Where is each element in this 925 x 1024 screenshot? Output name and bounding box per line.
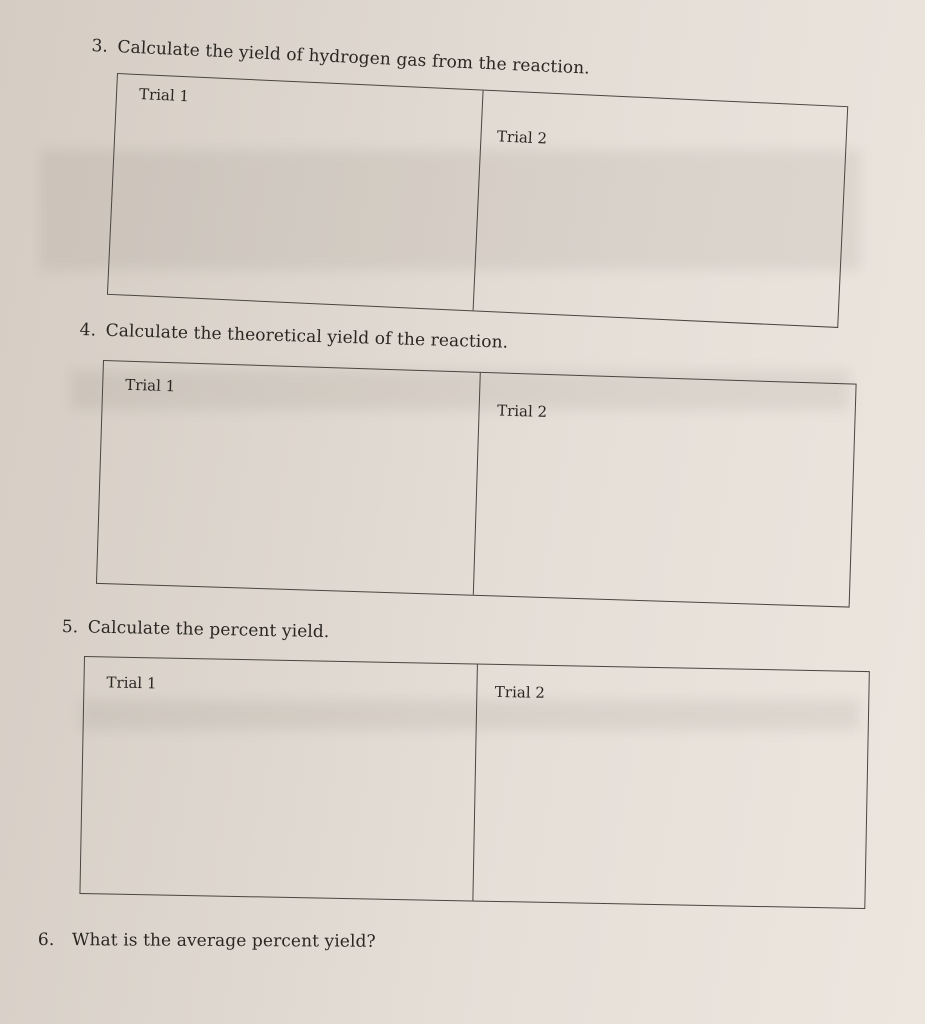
question-text: What is the average percent yield? (71, 930, 376, 952)
answer-box-q5[interactable] (79, 656, 869, 909)
question-text: Calculate the percent yield. (87, 617, 330, 643)
question-text: Calculate the yield of hydrogen gas from the reaction. (117, 37, 591, 79)
trial-2-cell[interactable] (472, 373, 855, 607)
question-number: 6. (37, 930, 55, 951)
trial-1-label: Trial 1 (138, 85, 190, 106)
question-4 (79, 320, 508, 353)
answer-box-q4[interactable] (96, 360, 857, 608)
question-6 (38, 930, 376, 952)
trial-1-cell[interactable] (97, 361, 479, 595)
answer-box-q3[interactable] (107, 73, 848, 328)
question-number: 4. (79, 320, 97, 341)
question-5 (62, 617, 330, 642)
question-number: 3. (91, 36, 109, 57)
question-3 (91, 36, 590, 79)
trial-2-cell[interactable] (472, 665, 869, 908)
trial-1-cell[interactable] (80, 657, 476, 900)
trial-1-label: Trial 1 (106, 673, 157, 693)
question-text: Calculate the theoretical yield of the reaction. (105, 320, 509, 353)
trial-2-label: Trial 2 (496, 401, 548, 421)
trial-1-label: Trial 1 (124, 375, 176, 396)
trial-2-label: Trial 2 (494, 682, 546, 702)
trial-2-label: Trial 2 (496, 127, 548, 148)
trial-1-cell[interactable] (108, 74, 482, 310)
question-number: 5. (61, 617, 79, 638)
trial-2-cell[interactable] (472, 91, 847, 327)
